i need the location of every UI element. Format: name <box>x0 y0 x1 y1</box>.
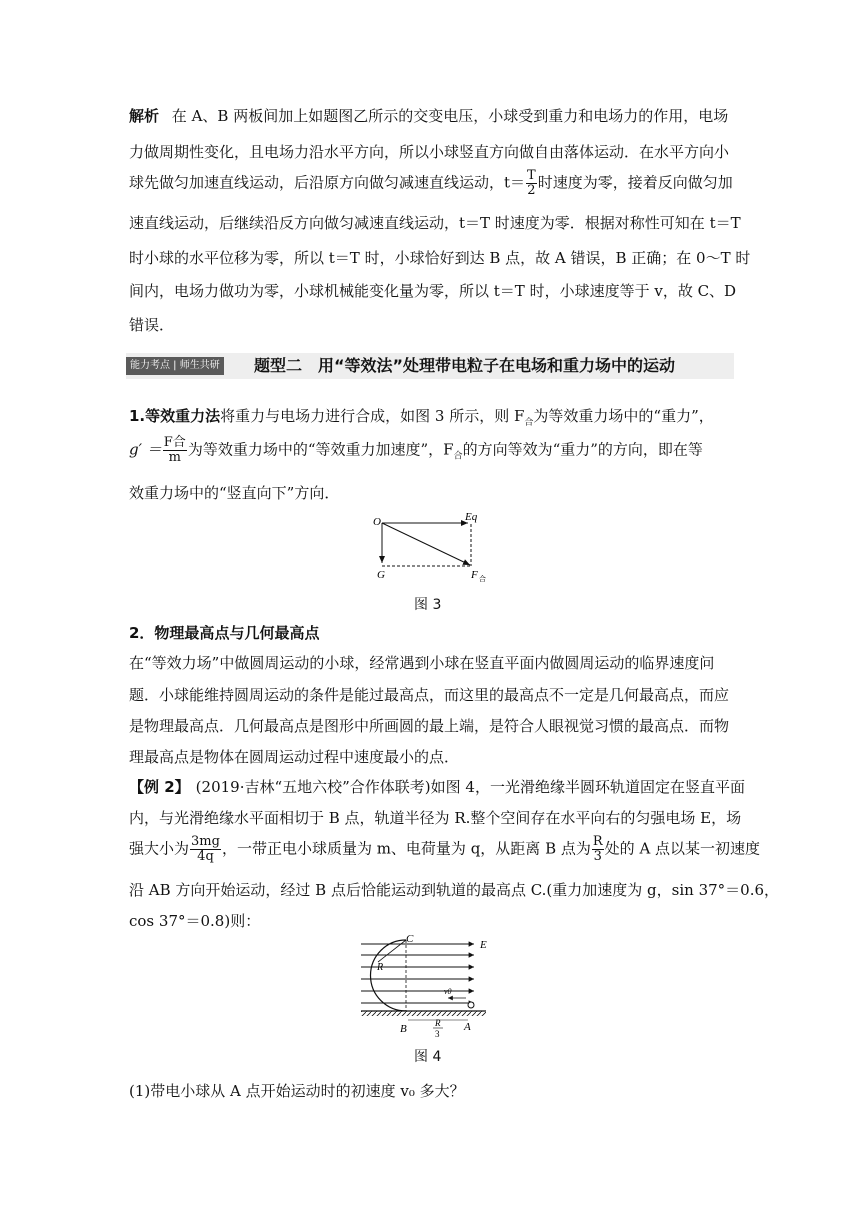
fraction-F-over-m: $\frac{\text{F合}}{m}$ <box>163 435 186 465</box>
analysis-text-3a: 球先做匀加速直线运动，后沿原方向做匀减速直线运动，t＝ <box>129 173 526 192</box>
s1-text-1c: 为等效重力场中的“重力”， <box>533 407 714 425</box>
s1-g-prime: g′ ＝ <box>129 440 162 459</box>
label-A: A <box>464 1021 471 1033</box>
ex2-line-5: cos 37°＝0.8)则： <box>129 912 261 930</box>
s2-line-2: 题．小球能维持圆周运动的条件是能过最高点，而这里的最高点不一定是几何最高点，而应 <box>129 686 730 704</box>
fraction-3mg-over-4q: $\frac{3mg}{4q}$ <box>191 834 220 864</box>
label-R: R <box>377 962 384 973</box>
analysis-line-1 <box>129 105 728 126</box>
s1-text-2c: 的方向等效为“重力”的方向，即在等 <box>462 440 703 459</box>
f-arrow <box>382 523 470 565</box>
label-G: G <box>377 569 385 581</box>
ground-hatch <box>361 1011 486 1016</box>
s1-sub-2: 合 <box>453 451 463 462</box>
analysis-line-7: 错误． <box>129 316 175 334</box>
label-F: F <box>471 569 478 581</box>
analysis-text-1: 在 A、B 两板间加上如题图乙所示的交变电压，小球受到重力和电场力的作用，电场 <box>171 107 729 125</box>
analysis-line-5: 时小球的水平位移为零，所以 t＝T 时，小球恰好到达 B 点，故 A 错误，B 正确；在 0～T 时 <box>129 249 751 267</box>
section-badge: 能力考点 | 师生共研 <box>126 357 224 375</box>
label-O: O <box>373 516 381 528</box>
section-title: 题型二 用“等效法”处理带电粒子在电场和重力场中的运动 <box>254 356 676 375</box>
s1-line-1 <box>129 405 714 428</box>
ex2-text-3b: ，一带正电小球质量为 m、电荷量为 q，从距离 B 点为 <box>221 839 591 858</box>
ex2-line-4: 沿 AB 方向开始运动，经过 B 点后恰能运动到轨道的最高点 C.(重力加速度为 g，sin 37°＝0.6， <box>129 881 780 899</box>
section-banner <box>126 353 734 379</box>
s1-line-3: 效重力场中的“竖直向下”方向． <box>129 484 340 502</box>
figure-4-caption: 图 4 <box>414 1049 442 1065</box>
s2-heading-line <box>129 622 319 643</box>
analysis-line-6: 间内，电场力做功为零，小球机械能变化量为零，所以 t＝T 时，小球速度等于 v，故 C、D <box>129 282 737 300</box>
ball <box>468 1002 474 1008</box>
ex2-line-2: 内，与光滑绝缘水平面相切于 B 点，轨道半径为 R.整个空间存在水平向右的匀强电场 E，场 <box>129 809 742 827</box>
s1-text-2b: 为等效重力场中的“等效重力加速度”，F <box>187 440 454 459</box>
figure-3-caption: 图 3 <box>414 597 442 613</box>
analysis-line-3 <box>129 169 733 198</box>
label-Eq: Eq <box>465 511 478 523</box>
analysis-label: 解析 <box>129 107 160 125</box>
label-B: B <box>400 1023 407 1035</box>
ex2-line-1 <box>129 776 745 797</box>
ex2-line-3 <box>129 835 760 864</box>
analysis-line-4: 速直线运动，后继续沿反方向做匀减速直线运动，t＝T 时速度为零．根据对称性可知在 t＝T <box>129 214 741 232</box>
label-R-den: 3 <box>435 1029 440 1039</box>
label-C: C <box>406 933 414 945</box>
label-E: E <box>480 939 487 951</box>
s1-heading: 1.等效重力法 <box>129 407 221 425</box>
label-v0: v0 <box>444 987 452 996</box>
s1-text-1: 将重力与电场力进行合成，如图 3 所示，则 F <box>220 407 525 425</box>
label-F-sub: 合 <box>479 575 486 583</box>
fraction-R-over-3: $\frac{R}{3}$ <box>592 834 603 864</box>
ex2-tag: 【例 2】 <box>129 778 190 796</box>
s2-line-3: 是物理最高点．几何最高点是图形中所画圆的最上端，是符合人眼视觉习惯的最高点．而物 <box>129 717 730 735</box>
semicircle-track <box>371 940 407 1011</box>
ex2-text-1: (2019·吉林“五地六校”合作体联考)如图 4，一光滑绝缘半圆环轨道固定在竖直平面 <box>195 778 745 796</box>
analysis-text-3b: 时速度为零，接着反向做匀加 <box>537 173 733 192</box>
ex2-text-3a: 强大小为 <box>129 839 190 858</box>
s2-heading: 2．物理最高点与几何最高点 <box>129 624 320 642</box>
figure-4 <box>356 932 506 1042</box>
ex2-text-3c: 处的 A 点以某一初速度 <box>604 839 761 858</box>
question-1: (1)带电小球从 A 点开始运动时的初速度 v₀ 多大？ <box>129 1082 465 1100</box>
s2-line-4: 理最高点是物体在圆周运动过程中速度最小的点． <box>129 748 460 766</box>
s2-line-1: 在“等效力场”中做圆周运动的小球，经常遇到小球在竖直平面内做圆周运动的临界速度问 <box>129 654 715 672</box>
s1-line-2 <box>129 436 703 465</box>
label-R-num: R <box>435 1018 441 1028</box>
figure-3 <box>370 510 490 590</box>
analysis-line-2: 力做周期性变化，且电场力沿水平方向，所以小球竖直方向做自由落体运动．在水平方向小 <box>129 143 730 161</box>
s1-sub: 合 <box>524 418 534 428</box>
fraction-T-over-2: $\frac{T}{2}$ <box>527 168 536 198</box>
